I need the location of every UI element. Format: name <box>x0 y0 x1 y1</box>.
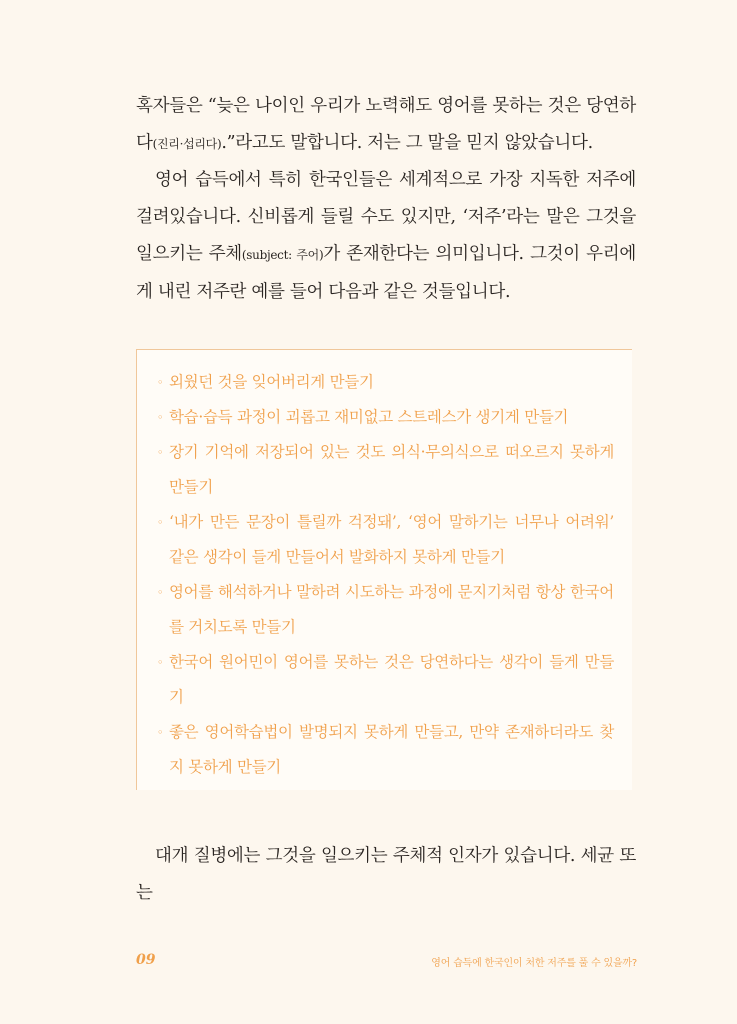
bullet-icon: ◦ <box>157 726 164 739</box>
list-item <box>157 575 614 645</box>
bullet-icon: ◦ <box>157 411 164 424</box>
chapter-title: 영어 습득에 한국인이 처한 저주를 풀 수 있을까? <box>431 958 637 969</box>
list-item <box>157 715 614 785</box>
curse-list <box>137 350 632 785</box>
paragraph-curse-note: (subject: 주어) <box>241 248 324 262</box>
list-item-text: 좋은 영어학습법이 발명되지 못하게 만들고, 만약 존재하더라도 찾지 못하게 만들기 <box>169 723 614 776</box>
paragraph-curse-text-a: 영어 습득에서 특히 한국인들은 세계적으로 가장 지독한 저주에 걸려있습니다. 신비롭게 들릴 수도 있지만, ‘저주’라는 말은 그것을 일으키는 주체 <box>136 170 636 264</box>
bullet-icon: ◦ <box>157 516 164 529</box>
paragraph-intro-note: (진리·섭리다) <box>152 137 222 151</box>
list-item-text: 영어를 해석하거나 말하려 시도하는 과정에 문지기처럼 항상 한국어를 거치도록 만들기 <box>169 583 614 636</box>
list-item-text: 한국어 원어민이 영어를 못하는 것은 당연하다는 생각이 들게 만들기 <box>169 653 614 706</box>
paragraph-curse <box>136 162 636 311</box>
bullet-icon: ◦ <box>157 376 164 389</box>
paragraph-disease: 대개 질병에는 그것을 일으키는 주체적 인자가 있습니다. 세균 또는 <box>136 846 636 903</box>
list-item-text: 학습·습득 과정이 괴롭고 재미없고 스트레스가 생기게 만들기 <box>169 408 569 426</box>
paragraph-curse-text-b: 가 존재한다는 의미입니다. 그것이 우리에게 내린 저주란 예를 들어 다음과 같은 것들입니다. <box>136 244 636 302</box>
list-item <box>157 435 614 505</box>
list-item <box>157 365 614 400</box>
page-number: 09 <box>136 952 156 968</box>
list-item <box>157 645 614 715</box>
paragraph-intro <box>136 88 636 163</box>
list-item-text: ‘내가 만든 문장이 틀릴까 걱정돼’, ‘영어 말하기는 너무나 어려워’ 같은 생각이 들게 만들어서 발화하지 못하게 만들기 <box>169 513 614 566</box>
list-item-text: 외웠던 것을 잊어버리게 만들기 <box>169 373 374 391</box>
bullet-icon: ◦ <box>157 586 164 599</box>
paragraph-intro-text-b: .”라고도 말합니다. 저는 그 말을 믿지 않았습니다. <box>221 133 593 153</box>
list-item <box>157 505 614 575</box>
list-item <box>157 400 614 435</box>
list-item-text: 장기 기억에 저장되어 있는 것도 의식·무의식으로 떠오르지 못하게 만들기 <box>169 443 614 496</box>
bullet-icon: ◦ <box>157 656 164 669</box>
bullet-icon: ◦ <box>157 446 164 459</box>
paragraph-intro-text-a: 혹자들은 “늦은 나이인 우리가 노력해도 영어를 못하는 것은 당연하다 <box>136 96 636 153</box>
curse-list-box <box>136 349 632 790</box>
